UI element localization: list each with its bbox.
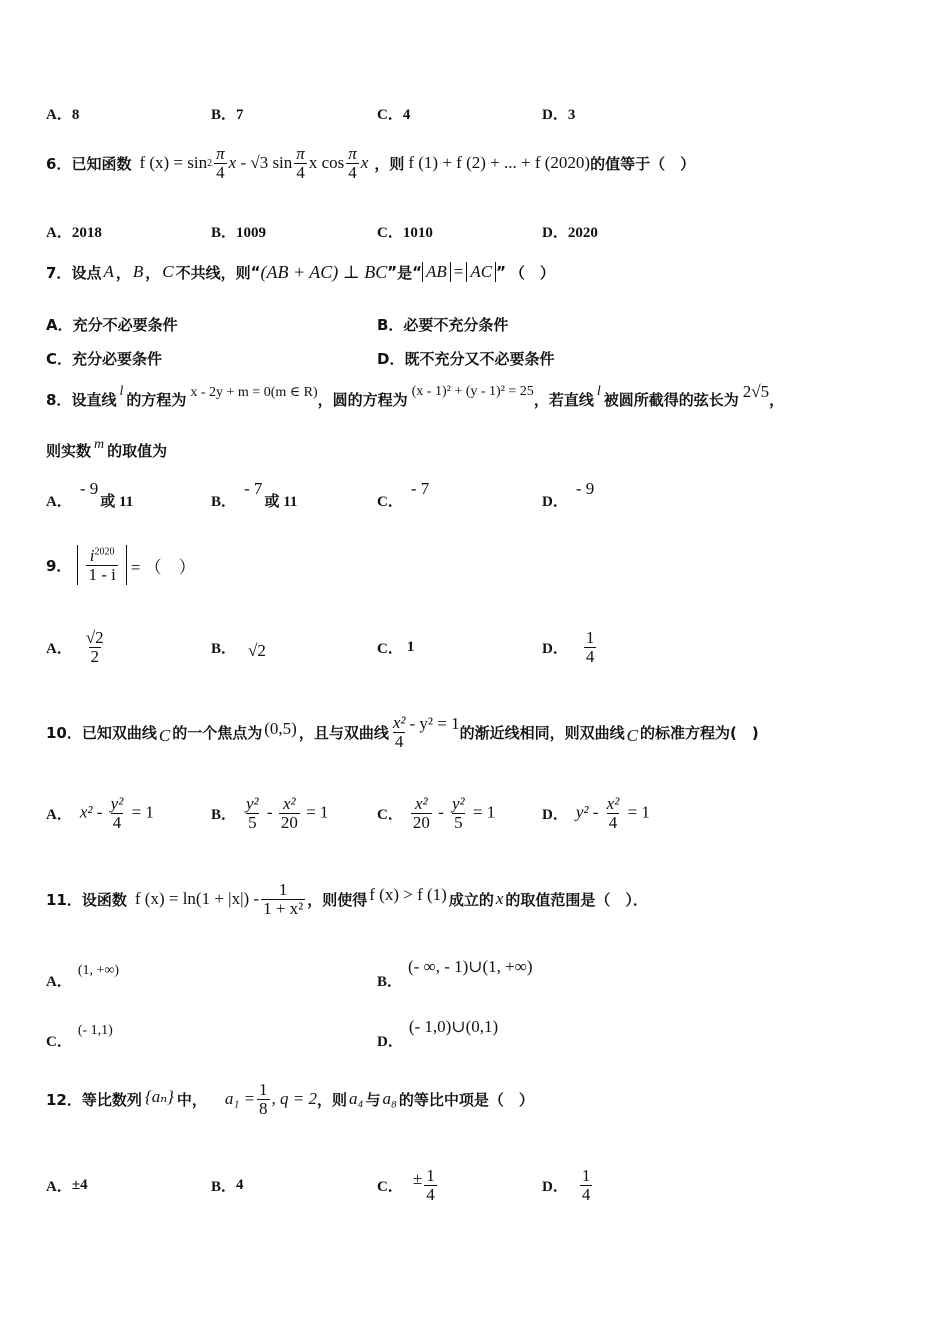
q9-opt-b-label: B．	[211, 640, 237, 657]
q12-opt-a-value: ±4	[71, 1176, 88, 1193]
q6-stem-b: ，则	[374, 154, 405, 173]
q7-comma-1: ，	[115, 263, 131, 282]
q12-stem-e: 的等比中项是（ ）	[398, 1090, 534, 1109]
q7-abs-ac: AC	[466, 262, 496, 282]
q12-a8: a₈	[382, 1089, 397, 1108]
q10-stem-d: 的渐近线相同，则双曲线	[459, 723, 625, 742]
q9-option-b	[211, 622, 266, 672]
question-9	[46, 538, 196, 592]
q6-xcos: x cos	[308, 153, 345, 172]
q10-opt-d-num: x²	[606, 793, 620, 813]
q8-opt-a-label: A．	[46, 494, 72, 510]
q12-opt-b-value: 4	[236, 1176, 244, 1193]
q9-number: 9．	[46, 556, 72, 575]
q11-opt-a-label: A．	[46, 974, 72, 990]
q10-opt-b-label: B．	[211, 806, 237, 823]
q9-tail: = （ ）	[130, 557, 196, 577]
q12-stem-b: 中，	[176, 1090, 207, 1109]
q7-cond-1: (AB + AC) ⊥ BC	[260, 261, 388, 282]
q6-function-def	[139, 145, 368, 182]
q8-stem-f: ，	[769, 390, 785, 409]
q8-stem-e: 被圆所截得的弦长为	[603, 390, 739, 409]
q12-opt-c-den: 4	[426, 1184, 435, 1204]
q6-stem-c: 的值等于（ ）	[590, 154, 696, 173]
q11-ineq: f (x) > f (1)	[369, 885, 447, 904]
q11-f-den: 1 + x²	[263, 898, 304, 918]
q7-point-a: A	[103, 262, 114, 281]
q10-opt-d-den: 4	[608, 812, 618, 832]
q11-opt-b-math: (- ∞, - 1)∪(1, +∞)	[408, 957, 533, 976]
q5-option-b: B．7	[211, 107, 244, 123]
q8-opt-c-math: - 7	[410, 479, 430, 498]
q9-opt-d-den: 4	[585, 646, 595, 666]
question-11	[46, 874, 648, 924]
q7-rquote-1: ”	[387, 263, 398, 281]
q7-option-c: C．充分必要条件	[46, 350, 163, 368]
q8-opt-c-label: C．	[377, 494, 403, 510]
question-10	[46, 706, 759, 758]
q9-opt-d-frac	[584, 629, 597, 666]
q10-opt-b-math	[242, 795, 328, 832]
q9-opt-d-label: D．	[542, 640, 568, 657]
q12-stem-c: ，则	[317, 1090, 348, 1109]
q5-option-a: A．8	[46, 107, 80, 123]
q12-a1: a₁ =	[224, 1089, 256, 1108]
q9-opt-b-value: √2	[248, 641, 266, 660]
q6-frac-1	[214, 145, 227, 182]
q10-opt-a-pre: x² -	[79, 801, 103, 821]
q12-a4: a₄	[349, 1089, 364, 1108]
q7-number: 7．	[46, 263, 72, 282]
q8-stem-a: 设直线	[71, 390, 117, 409]
q6-x-1: x	[228, 153, 237, 172]
q11-f-num: 1	[278, 879, 288, 899]
q8-line2-b: 的取值为	[107, 442, 168, 460]
q7-option-a: A．充分不必要条件	[46, 316, 178, 334]
q10-option-b	[211, 788, 328, 838]
q10-stem-e: 的标准方程为( )	[639, 723, 759, 742]
q8-circle-eq: (x - 1)² + (y - 1)² = 25	[411, 384, 534, 399]
q12-opt-c-num: 1	[426, 1165, 435, 1185]
q10-number: 10．	[46, 723, 82, 742]
q9-opt-c-value: 1	[406, 638, 415, 655]
q10-opt-c-mid: -	[438, 801, 444, 821]
question-6	[46, 140, 695, 186]
q7-comma-2: ，	[145, 263, 161, 282]
q12-number: 12．	[46, 1090, 82, 1109]
q6-x-2: x	[360, 153, 369, 172]
q10-stem-b: 的一个焦点为	[172, 723, 263, 742]
q11-stem-d: 的取值范围是（ ）．	[505, 890, 648, 909]
q10-opt-d-pre: y² -	[575, 801, 599, 821]
q7-point-c: C	[162, 262, 174, 281]
q11-stem-b: ，则使得	[307, 890, 368, 909]
q10-opt-c-den2: 5	[454, 812, 463, 832]
q12-opt-d-den: 4	[581, 1184, 591, 1204]
q12-opt-d-frac	[580, 1167, 593, 1204]
q12-option-c	[377, 1160, 439, 1210]
q10-opt-a-frac	[109, 795, 126, 832]
q11-number: 11．	[46, 890, 82, 909]
q10-opt-c-frac-2	[450, 795, 467, 832]
q11-f-frac	[261, 881, 305, 918]
q10-opt-c-frac-1	[411, 795, 432, 832]
q10-eq-frac	[391, 714, 408, 751]
q10-opt-a-den: 4	[112, 812, 122, 832]
q10-opt-a-tail: = 1	[131, 801, 154, 821]
q7-abs-ab: AB	[422, 262, 451, 282]
q11-opt-d-label: D．	[377, 1034, 403, 1050]
q10-option-a	[46, 788, 154, 838]
q9-exp: 2020	[94, 546, 115, 557]
q10-opt-c-tail: = 1	[472, 801, 496, 821]
q5-option-d: D．3	[542, 107, 576, 123]
q6-four-2: 4	[296, 162, 305, 182]
q10-opt-b-den2: 20	[280, 812, 298, 832]
question-12	[46, 1074, 534, 1124]
q8-line-2	[46, 436, 168, 461]
q11-opt-c-math: (- 1,1)	[77, 1023, 113, 1038]
q8-opt-b-math: - 7	[244, 479, 263, 498]
q12-opt-c-pm: ±	[412, 1169, 423, 1188]
q10-option-c	[377, 788, 495, 838]
q8-option-a	[46, 478, 134, 510]
q6-option-d: D．2020	[542, 225, 598, 241]
q7-eq: =	[453, 262, 464, 281]
q7-stem-b: 不共线，则	[175, 263, 251, 282]
q8-number: 8．	[46, 390, 72, 409]
q11-stem-c: 成立的	[448, 890, 494, 909]
q9-den: 1 - i	[88, 564, 116, 584]
q6-four-1: 4	[216, 162, 225, 182]
q11-f-left: f (x) = ln(1 + |x|) -	[134, 889, 260, 908]
q10-opt-c-math	[409, 795, 495, 832]
q12-opt-b-label: B．	[211, 1178, 237, 1195]
q9-opt-c-label: C．	[377, 640, 403, 657]
q10-stem-a: 已知双曲线	[81, 723, 157, 742]
q10-focus: (0,5)	[264, 719, 297, 738]
q10-opt-d-label: D．	[542, 806, 568, 823]
q7-option-b: B．必要不充分条件	[377, 316, 509, 334]
q12-q: , q = 2	[271, 1089, 318, 1108]
q8-opt-a-tail: 或 11	[100, 494, 134, 510]
q7-lquote-2: “	[412, 263, 422, 281]
q8-option-b	[211, 478, 298, 510]
q11-opt-b-label: B．	[377, 974, 403, 990]
q10-c-1: C	[158, 726, 171, 745]
q7-option-d: D．既不充分又不必要条件	[377, 350, 555, 368]
q12-frac	[257, 1081, 270, 1118]
q11-option-c	[46, 1018, 113, 1050]
q9-frac	[86, 547, 117, 584]
q7-stem-c: 是	[397, 263, 413, 282]
q10-opt-b-frac-2	[279, 795, 300, 832]
q12-opt-d-num: 1	[581, 1165, 591, 1185]
q10-opt-b-mid: -	[266, 801, 273, 821]
q12-opt-c-label: C．	[377, 1178, 403, 1195]
q8-line-eq: x - 2y + m = 0(m ∈ R)	[190, 384, 318, 400]
q9-option-c	[377, 622, 414, 672]
q10-opt-c-num1: x²	[415, 793, 428, 813]
q8-opt-b-tail: 或 11	[264, 494, 298, 510]
q10-eq-tail: - y² = 1	[409, 714, 460, 733]
q7-stem-a: 设点	[71, 263, 102, 282]
q8-option-d	[542, 478, 595, 510]
q10-opt-d-math	[576, 795, 650, 832]
q9-num	[88, 547, 117, 565]
q7-point-b: B	[132, 262, 144, 281]
q12-option-a	[46, 1160, 88, 1210]
q6-f-left: f (x) = sin	[139, 153, 208, 172]
q9-opt-a-frac	[84, 629, 106, 666]
q9-option-d	[542, 622, 598, 672]
q10-opt-b-frac-1	[244, 795, 261, 832]
q8-stem-c: ，圆的方程为	[317, 390, 408, 409]
q10-opt-d-frac	[605, 795, 622, 832]
q10-opt-c-label: C．	[377, 806, 403, 823]
q9-opt-a-num: √2	[85, 627, 104, 647]
q10-opt-c-den1: 20	[412, 812, 430, 832]
q8-opt-b-label: B．	[211, 494, 237, 510]
q12-option-b	[211, 1160, 244, 1210]
q10-eq-den: 4	[394, 731, 404, 751]
q9-option-a	[46, 622, 108, 672]
q6-number: 6．	[46, 154, 72, 173]
q6-sum: f (1) + f (2) + ... + f (2020)	[408, 153, 591, 172]
q9-opt-a-den: 2	[90, 646, 100, 666]
q8-opt-d-math: - 9	[575, 479, 595, 498]
q11-option-d	[377, 1016, 499, 1050]
q10-opt-b-den1: 5	[248, 812, 257, 832]
q11-opt-a-math: (1, +∞)	[77, 963, 120, 978]
q7-lquote-1: “	[250, 263, 261, 281]
q8-opt-d-label: D．	[542, 494, 568, 510]
q10-opt-b-num1: y²	[246, 793, 259, 813]
q10-opt-c-num2: y²	[452, 793, 465, 813]
q5-option-c: C．4	[377, 107, 411, 123]
q6-pi-3: π	[348, 143, 357, 163]
q6-frac-2	[294, 145, 307, 182]
q11-opt-d-math: (- 1,0)∪(0,1)	[408, 1017, 499, 1036]
q10-opt-b-tail: = 1	[306, 801, 329, 821]
q12-stem-d: 与	[365, 1090, 381, 1109]
q12-den: 8	[259, 1098, 268, 1118]
q6-minus-sqrt3: - √3 sin	[240, 153, 293, 172]
q8-stem-d: ，若直线	[533, 390, 594, 409]
q7-rquote-2: ”	[496, 263, 506, 281]
q11-stem-a: 设函数	[81, 890, 127, 909]
q10-stem-c: ，且与双曲线	[298, 723, 389, 742]
q12-seq: {aₙ}	[144, 1087, 174, 1106]
q12-num: 1	[259, 1079, 268, 1099]
q12-opt-a-label: A．	[46, 1178, 72, 1195]
q8-option-c	[377, 478, 430, 510]
q8-l-1: l	[119, 384, 124, 399]
q9-abs	[77, 545, 126, 586]
q9-i: i	[89, 545, 95, 565]
q10-eq-num: x²	[392, 712, 406, 732]
q12-option-d	[542, 1160, 594, 1210]
q11-x: x	[495, 889, 504, 908]
q10-opt-d-tail: = 1	[627, 801, 650, 821]
q11-option-a	[46, 958, 120, 990]
question-8	[46, 382, 784, 416]
q10-c-2: C	[626, 726, 638, 745]
q6-pi-2: π	[296, 143, 305, 163]
q11-option-b	[377, 956, 533, 990]
q6-frac-3	[346, 145, 359, 182]
q10-opt-a-math	[80, 795, 154, 832]
q6-option-a: A．2018	[46, 225, 102, 241]
q11-opt-c-label: C．	[46, 1034, 72, 1050]
q10-opt-b-num2: x²	[283, 793, 296, 813]
q9-opt-d-num: 1	[585, 627, 595, 647]
q12-opt-c-frac	[424, 1167, 437, 1204]
q7-stem-d: （ ）	[509, 263, 555, 282]
q6-stem-a: 已知函数	[71, 154, 132, 173]
q6-pi-1: π	[216, 143, 225, 163]
q9-opt-a-label: A．	[46, 640, 72, 657]
q6-option-c: C．1010	[377, 225, 433, 241]
q6-sq: 2	[207, 157, 213, 169]
q8-stem-b: 的方程为	[126, 390, 187, 409]
q6-four-3: 4	[348, 162, 357, 182]
q12-stem-a: 等比数列	[81, 1090, 142, 1109]
question-7	[46, 254, 555, 290]
q10-opt-a-num: y²	[110, 793, 124, 813]
q8-line2-a: 则实数	[46, 442, 92, 460]
q8-opt-a-math: - 9	[79, 479, 99, 498]
q10-option-d	[542, 788, 650, 838]
q6-option-b: B．1009	[211, 225, 267, 241]
q10-opt-a-label: A．	[46, 806, 72, 823]
q8-l-2: l	[596, 384, 601, 399]
q8-m: m	[94, 436, 105, 452]
q8-chord: 2√5	[742, 382, 770, 401]
q12-opt-d-label: D．	[542, 1178, 568, 1195]
